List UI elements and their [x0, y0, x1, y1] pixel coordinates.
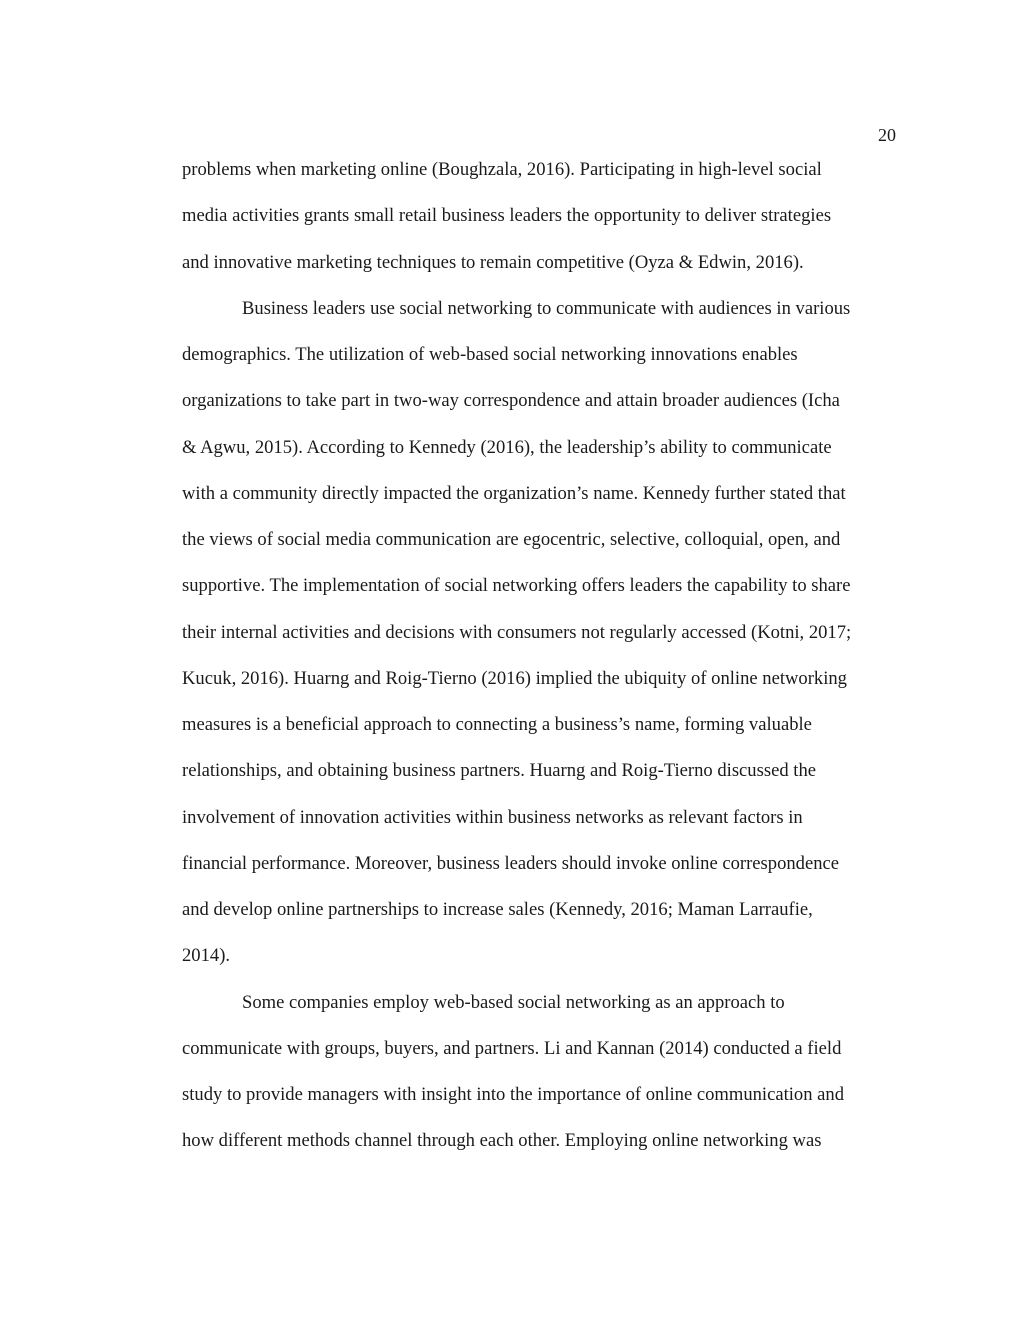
text-line: and develop online partnerships to increase sales (Kennedy, 2016; Maman Larraufie,: [182, 899, 813, 920]
text-line: involvement of innovation activities within business networks as relevant factors in: [182, 806, 803, 828]
paragraph-start-line: Some companies employ web-based social networking as an approach to: [242, 991, 785, 1013]
text-line: financial performance. Moreover, business leaders should invoke online correspondence: [182, 852, 840, 874]
text-line: their internal activities and decisions with consumers not regularly accessed (Kotni, 2017;: [182, 621, 852, 643]
text-line: and innovative marketing techniques to remain competitive (Oyza & Edwin, 2016).: [182, 251, 804, 273]
text-line: measures is a beneficial approach to connecting a business’s name, forming valuable: [182, 714, 812, 735]
text-line: with a community directly impacted the organization’s name. Kennedy further stated that: [182, 482, 846, 504]
text-line: Kucuk, 2016). Huarng and Roig-Tierno (2016) implied the ubiquity of online networking: [182, 667, 847, 689]
text-line: study to provide managers with insight into the importance of online communication and: [182, 1084, 845, 1105]
text-line: demographics. The utilization of web-based social networking innovations enables: [182, 344, 798, 365]
text-line: 2014).: [182, 945, 231, 967]
page-number: 20: [878, 125, 896, 145]
text-line: relationships, and obtaining business partners. Huarng and Roig-Tierno discussed the: [182, 760, 816, 782]
text-line: problems when marketing online (Boughzala, 2016). Participating in high-level social: [182, 159, 822, 180]
text-line: & Agwu, 2015). According to Kennedy (2016), the leadership’s ability to communicate: [182, 436, 832, 458]
body-text: [182, 155, 912, 1173]
text-line: supportive. The implementation of social networking offers leaders the capability to share: [182, 575, 851, 597]
text-line: organizations to take part in two-way correspondence and attain broader audiences (Icha: [182, 390, 840, 412]
text-line: the views of social media communication are egocentric, selective, colloquial, open, and: [182, 529, 841, 550]
paragraph-start-line: Business leaders use social networking to communicate with audiences in various: [242, 297, 851, 319]
text-line: how different methods channel through each other. Employing online networking was: [182, 1130, 822, 1152]
text-line: communicate with groups, buyers, and partners. Li and Kannan (2014) conducted a field: [182, 1037, 842, 1059]
text-line: media activities grants small retail business leaders the opportunity to deliver strategies: [182, 205, 832, 227]
